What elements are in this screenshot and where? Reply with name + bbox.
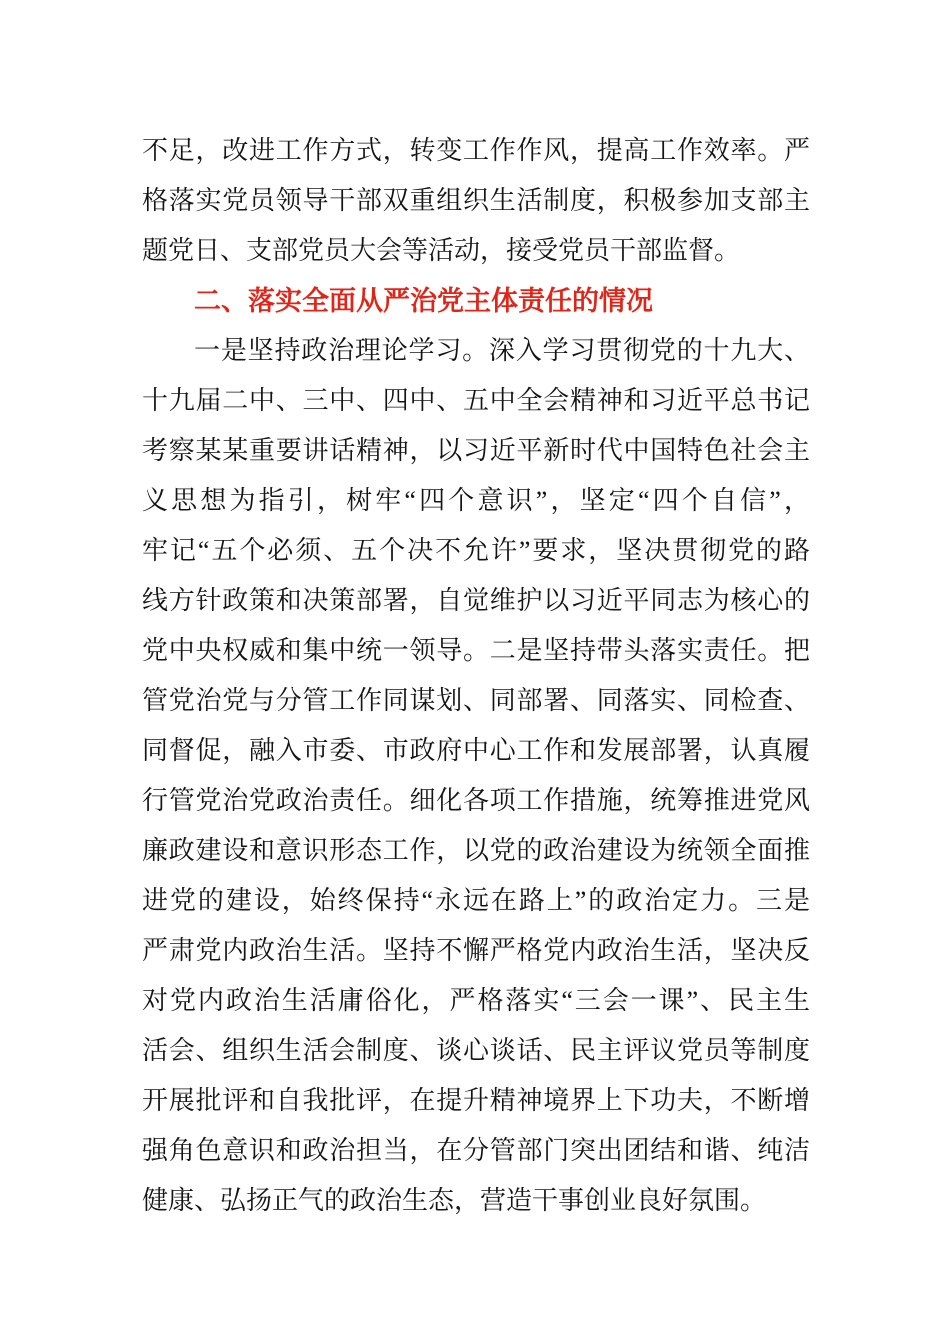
- text-line: 党中央权威和集中统一领导。二是坚持带头落实责任。把: [142, 636, 810, 665]
- text-line: 廉政建设和意识形态工作，以党的政治建设为统领全面推: [142, 836, 810, 865]
- text-line: 十九届二中、三中、四中、五中全会精神和习近平总书记: [142, 386, 810, 415]
- text-line: 活会、组织生活会制度、谈心谈话、民主评议党员等制度: [142, 1036, 810, 1065]
- text-line: 管党治党与分管工作同谋划、同部署、同落实、同检查、: [142, 686, 810, 715]
- text-line: 考察某某重要讲话精神，以习近平新时代中国特色社会主: [142, 436, 810, 465]
- text-line: 强角色意识和政治担当，在分管部门突出团结和谐、纯洁: [142, 1136, 810, 1165]
- text-line: 一是坚持政治理论学习。深入学习贯彻党的十九大、: [194, 336, 810, 365]
- text-line: 对党内政治生活庸俗化，严格落实“三会一课”、民主生: [142, 986, 810, 1015]
- text-line: 不足，改进工作方式，转变工作作风，提高工作效率。严: [142, 136, 810, 165]
- section-heading: 二、落实全面从严治党主体责任的情况: [194, 286, 653, 316]
- text-line: 线方针政策和决策部署，自觉维护以习近平同志为核心的: [142, 586, 810, 615]
- text-line: 行管党治党政治责任。细化各项工作措施，统筹推进党风: [142, 786, 810, 815]
- text-line: 义思想为指引，树牢“四个意识”，坚定“四个自信”，: [142, 486, 810, 515]
- document-body: [142, 126, 810, 1226]
- text-line: 题党日、支部党员大会等活动，接受党员干部监督。: [142, 236, 741, 265]
- text-line: 牢记“五个必须、五个决不允许”要求，坚决贯彻党的路: [142, 536, 810, 565]
- text-line: 健康、弘扬正气的政治生态，营造干事创业良好氛围。: [142, 1186, 767, 1215]
- text-line: 严肃党内政治生活。坚持不懈严格党内政治生活，坚决反: [142, 936, 810, 965]
- text-line: 格落实党员领导干部双重组织生活制度，积极参加支部主: [142, 186, 810, 215]
- text-line: 开展批评和自我批评，在提升精神境界上下功夫，不断增: [142, 1086, 810, 1115]
- text-line: 进党的建设，始终保持“永远在路上”的政治定力。三是: [142, 886, 810, 915]
- text-line: 同督促，融入市委、市政府中心工作和发展部署，认真履: [142, 736, 810, 765]
- paragraph-continuation: [142, 126, 810, 276]
- paragraph-main: [142, 326, 810, 1226]
